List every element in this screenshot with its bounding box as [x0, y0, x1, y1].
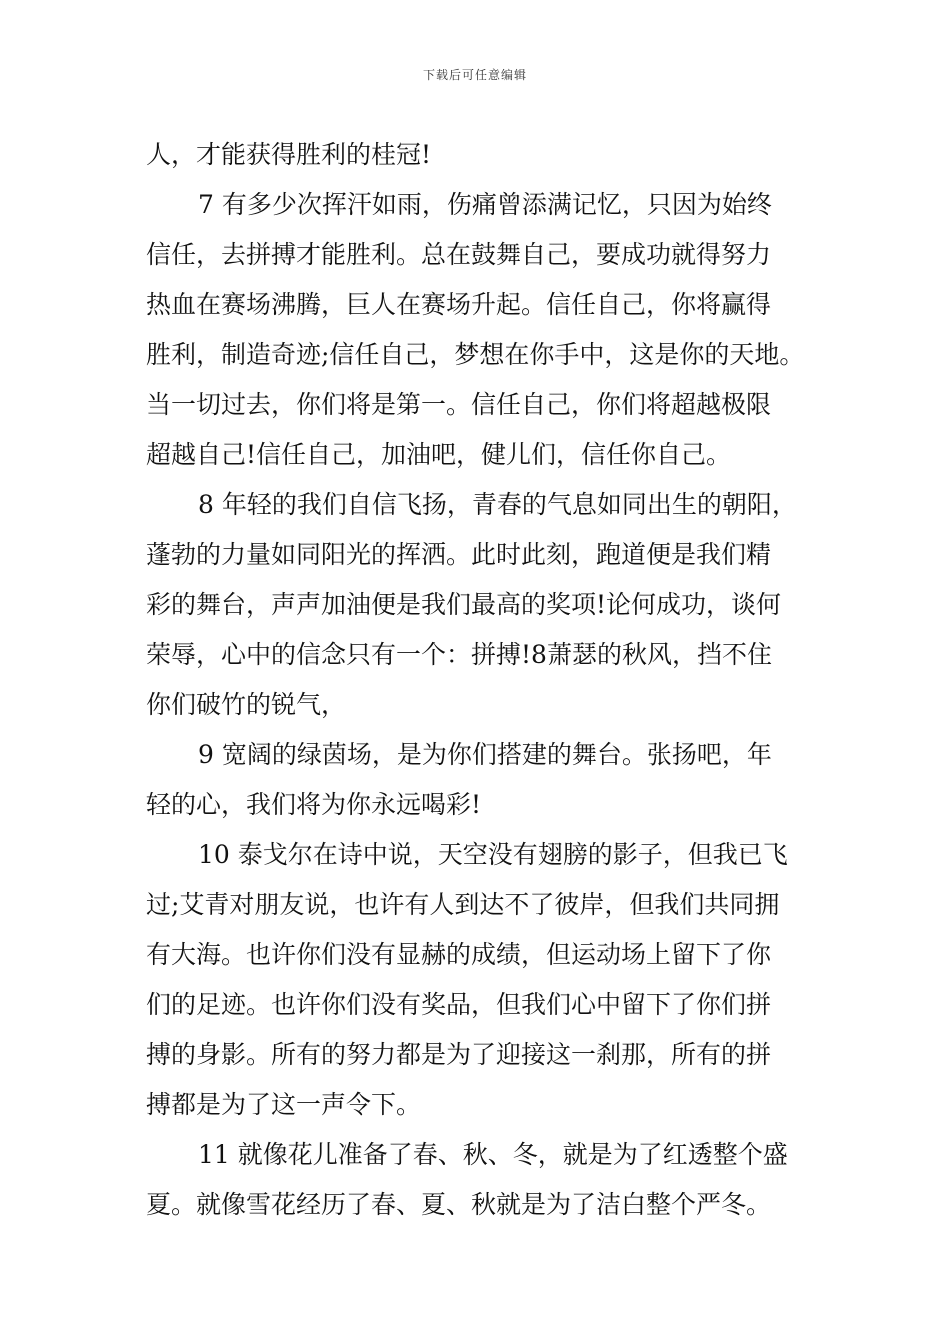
page-header: 下载后可任意编辑 [422, 68, 527, 82]
text-line: 超越自己!信任自己，加油吧，健儿们，信任你自己。 [146, 440, 732, 469]
paragraph-9-start: 9 宽阔的绿茵场，是为你们搭建的舞台。张扬吧，年 [198, 740, 772, 769]
text-line: 过;艾青对朋友说，也许有人到达不了彼岸，但我们共同拥 [146, 890, 780, 919]
text-line: 当一切过去，你们将是第一。信任自己，你们将超越极限 [146, 390, 772, 419]
paragraph-8-start: 8 年轻的我们自信飞扬，青春的气息如同出生的朝阳， [198, 490, 797, 519]
paragraph-10-start: 10 泰戈尔在诗中说，天空没有翅膀的影子，但我已飞 [198, 840, 788, 869]
text-line: 荣辱，心中的信念只有一个：拼搏!8萧瑟的秋风，挡不住 [146, 640, 772, 669]
text-line: 搏的身影。所有的努力都是为了迎接这一刹那，所有的拼 [146, 1040, 772, 1069]
text-line: 有大海。也许你们没有显赫的成绩，但运动场上留下了你 [146, 940, 772, 969]
paragraph-11-start: 11 就像花儿准备了春、秋、冬，就是为了红透整个盛 [198, 1140, 788, 1169]
text-line: 搏都是为了这一声令下。 [146, 1090, 422, 1119]
text-line: 人，才能获得胜利的桂冠! [146, 140, 432, 169]
text-line: 信任，去拼搏才能胜利。总在鼓舞自己，要成功就得努力 [146, 240, 772, 269]
document-body [146, 130, 811, 1230]
text-line: 蓬勃的力量如同阳光的挥洒。此时此刻，跑道便是我们精 [146, 540, 772, 569]
paragraph-7-start: 7 有多少次挥汗如雨，伤痛曾添满记忆，只因为始终 [198, 190, 772, 219]
text-line: 胜利，制造奇迹;信任自己，梦想在你手中，这是你的天地。 [146, 340, 805, 369]
text-line: 夏。就像雪花经历了春、夏、秋就是为了洁白整个严冬。 [146, 1190, 772, 1219]
text-line: 彩的舞台，声声加油便是我们最高的奖项!论何成功，谈何 [146, 590, 782, 619]
text-line: 你们破竹的锐气， [146, 690, 347, 719]
text-line: 们的足迹。也许你们没有奖品，但我们心中留下了你们拼 [146, 990, 772, 1019]
text-line: 热血在赛场沸腾，巨人在赛场升起。信任自己，你将赢得 [146, 290, 772, 319]
text-line: 轻的心，我们将为你永远喝彩! [146, 790, 482, 819]
